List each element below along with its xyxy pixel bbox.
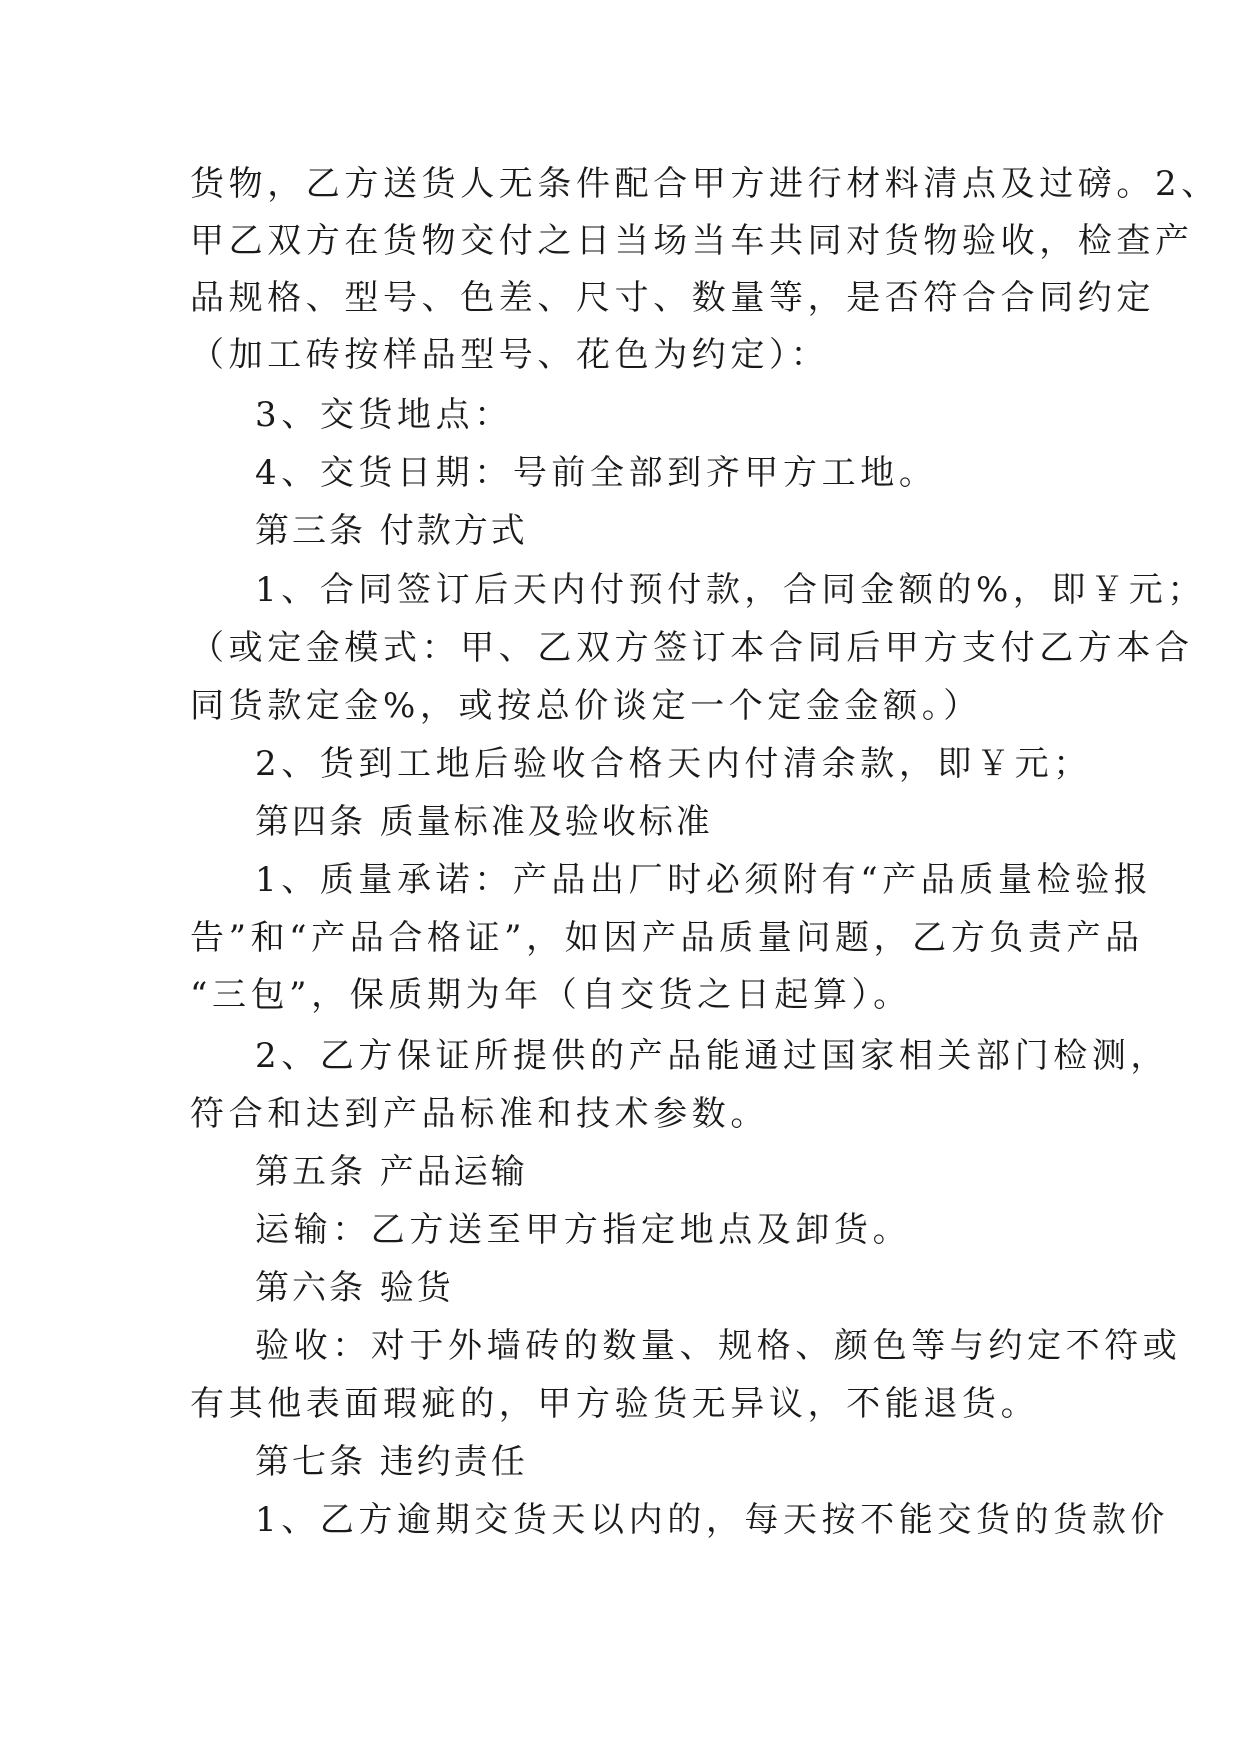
text-line: 同货款定金%，或按总价谈定一个定金金额。）: [190, 686, 982, 726]
text-line: 2、货到工地后验收合格天内付清余款，即￥元；: [255, 744, 1092, 784]
text-line: 1、合同签订后天内付预付款，合同金额的%，即￥元；: [255, 570, 1206, 610]
text-line: 验收：对于外墙砖的数量、规格、颜色等与约定不符或: [255, 1326, 1182, 1366]
text-line: （或定金模式：甲、乙双方签订本合同后甲方支付乙方本合: [190, 628, 1194, 668]
text-line: 有其他表面瑕疵的，甲方验货无异议，不能退货。: [190, 1384, 1040, 1424]
section-heading: 第三条 付款方式: [255, 511, 528, 551]
text-line: 2、乙方保证所提供的产品能通过国家相关部门检测，: [255, 1036, 1170, 1076]
text-line: 告”和“产品合格证”，如因产品质量问题，乙方负责产品: [190, 918, 1144, 958]
text-line: 1、乙方逾期交货天以内的，每天按不能交货的货款价: [255, 1500, 1170, 1540]
text-line: 运输：乙方送至甲方指定地点及卸货。: [255, 1210, 912, 1250]
text-line: 货物，乙方送货人无条件配合甲方进行材料清点及过磅。2、: [190, 164, 1220, 204]
text-line: 甲乙双方在货物交付之日当场当车共同对货物验收，检查产: [190, 221, 1194, 261]
text-line: 符合和达到产品标准和技术参数。: [190, 1094, 769, 1134]
text-line: 3、交货地点：: [255, 395, 513, 435]
section-heading: 第四条 质量标准及验收标准: [255, 802, 713, 842]
text-line: 品规格、型号、色差、尺寸、数量等，是否符合合同约定: [190, 278, 1155, 318]
section-heading: 第六条 验货: [255, 1268, 454, 1308]
section-heading: 第七条 违约责任: [255, 1442, 528, 1482]
text-line: （加工砖按样品型号、花色为约定）：: [190, 335, 830, 375]
text-line: 4、交货日期：号前全部到齐甲方工地。: [255, 453, 938, 493]
section-heading: 第五条 产品运输: [255, 1152, 528, 1192]
text-line: 1、质量承诺：产品出厂时必须附有“产品质量检验报: [255, 860, 1153, 900]
text-line: “三包”，保质期为年（自交货之日起算）。: [190, 975, 912, 1015]
